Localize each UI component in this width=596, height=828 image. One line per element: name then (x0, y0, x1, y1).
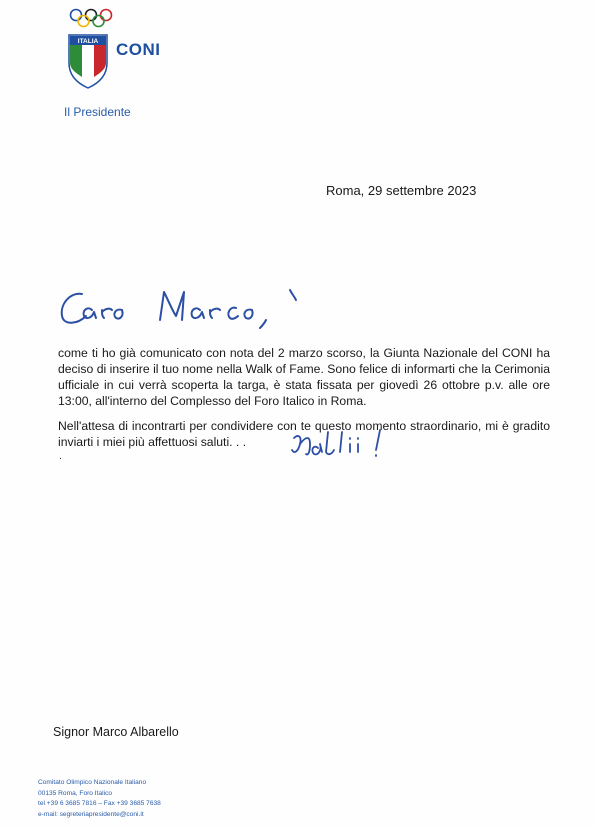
footer-address: 00135 Roma, Foro Italico (38, 789, 113, 797)
handwritten-salutation (52, 280, 312, 335)
brand-name: CONI (116, 40, 161, 59)
letter-date: Roma, 29 settembre 2023 (326, 183, 477, 198)
olympic-rings-icon (68, 8, 114, 30)
footer-email: e-mail: segreteriapresidente@coni.it (38, 810, 144, 818)
footer-phone: tel +39 6 3685 7816 – Fax +39 3685 7638 (38, 800, 161, 807)
letter-footer (38, 778, 288, 820)
body-paragraph: come ti ho già comunicato con nota del 2 marzo scorso, la Giunta Nazionale del CONI ha deciso di inserire il tuo nome nella Walk of Fame. Sono felice di informarti che la Cerimonia ufficiale in cui verrà scoperta la targa, è stata fissata per giovedì 26 ottobre p.v. alle ore 13:00, all'interno del Complesso del Foro Italico in Roma. (58, 346, 550, 408)
footer-organization: Comitato Olimpico Nazionale Italiano (38, 779, 147, 786)
handwritten-signature (288, 426, 418, 460)
coni-logo (64, 8, 174, 88)
margin-dot: . (59, 451, 62, 462)
addressee: Signor Marco Albarello (53, 725, 179, 739)
italia-shield-icon (67, 33, 109, 89)
shield-label: ITALIA (77, 38, 99, 45)
office-title: Il Presidente (64, 105, 131, 119)
body-paragraph: Nell'attesa di incontrarti per condividere con te questo momento straordinario, mi è gradito inviarti i miei più affettuosi saluti. . . (58, 419, 550, 449)
